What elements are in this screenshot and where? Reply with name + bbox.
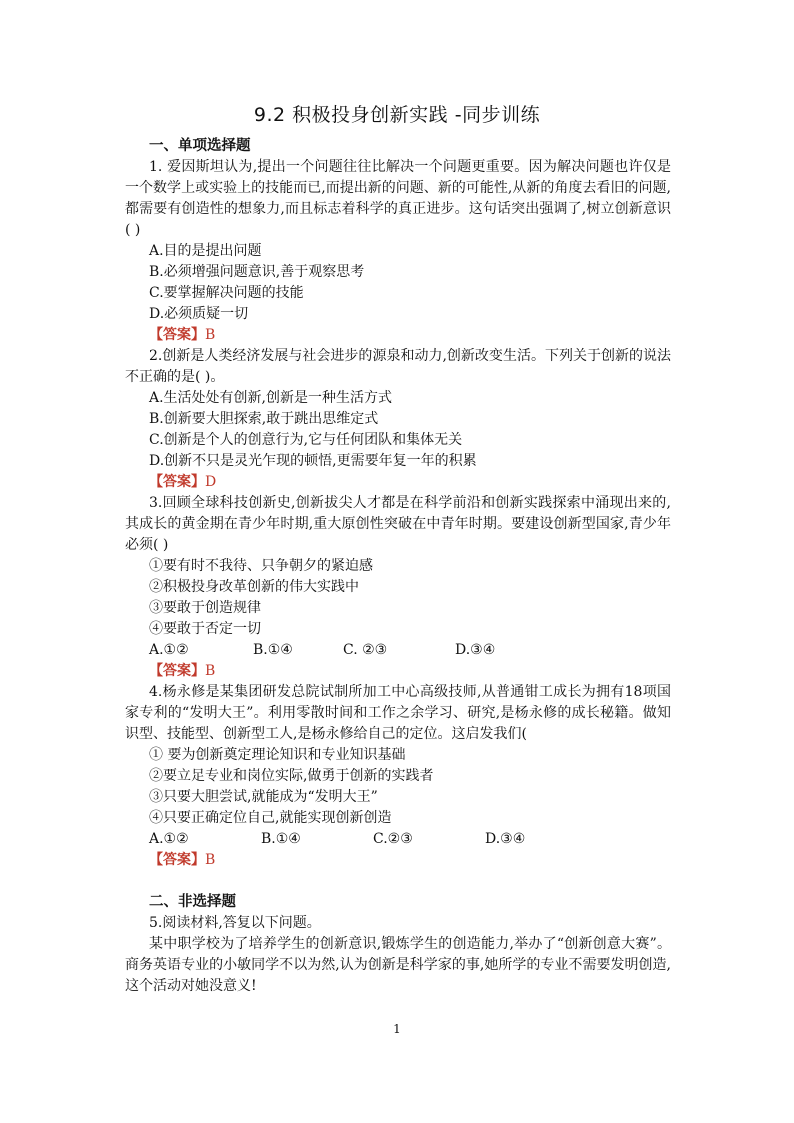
answer-label: 【答案】: [149, 852, 205, 868]
statement-2: ②积极投身改革创新的伟大实践中: [149, 579, 359, 595]
statement-3: ③只要大胆尝试,就能成为“发明大王”: [149, 789, 378, 805]
section-heading-non-choice: 二、非选择题: [149, 894, 236, 910]
option-a: A.生活处处有创新,创新是一种生活方式: [149, 390, 393, 406]
reading-material: 某中职学校为了培养学生的创新意识,锻炼学生的创造能力,举办了“创新创意大赛”。商务英语专业的小敏同学不以为然,认为创新是科学家的事,她所学的专业不需要发明创造,这个活动对她没意义!: [125, 936, 671, 994]
choice-row: [125, 640, 671, 661]
page-title: 9.2 积极投身创新实践 -同步训练: [253, 104, 541, 126]
option-a: A.目的是提出问题: [149, 243, 262, 259]
question-1: [125, 157, 671, 346]
answer-value: D: [205, 474, 217, 490]
question-stem: 3.回顾全球科技创新史,创新拔尖人才都是在科学前沿和创新实践探索中涌现出来的,其成长的黄金期在青少年时期,重大原创性突破在中青年时期。要建设创新型国家,青少年必须( ): [125, 495, 671, 553]
option-c: C.创新是个人的创意行为,它与任何团队和集体无关: [149, 432, 463, 448]
question-2: [125, 346, 671, 493]
choice-d: D.③④: [455, 642, 496, 658]
statement-4: ④只要正确定位自己,就能实现创新创造: [149, 810, 392, 826]
question-stem: 4.杨永修是某集团研发总院试制所加工中心高级技师,从普通钳工成长为拥有18项国家专利的“发明大王”。利用零散时间和工作之余学习、研究,是杨永修的成长秘籍。做知识型、技能型、创新型工人,是杨永修给自己的定位。这启发我们(: [125, 684, 671, 742]
section-heading-single-choice: 一、单项选择题: [149, 138, 251, 154]
answer-value: B: [205, 852, 216, 868]
choice-a: A.①②: [149, 831, 189, 847]
statement-1: ① 要为创新奠定理论知识和专业知识基础: [149, 747, 406, 763]
choice-c: C.②③: [373, 831, 413, 847]
choice-a: A.①②: [149, 642, 189, 658]
page-number: 1: [393, 1022, 401, 1036]
choice-row: [125, 829, 671, 850]
question-stem: 2.创新是人类经济发展与社会进步的源泉和动力,创新改变生活。下列关于创新的说法不正确的是( )。: [125, 348, 671, 385]
statement-1: ①要有时不我待、只争朝夕的紧迫感: [149, 558, 373, 574]
answer-line: [125, 472, 671, 493]
option-b: B.创新要大胆探索,敢于跳出思维定式: [149, 411, 379, 427]
answer-label: 【答案】: [149, 474, 205, 490]
answer-label: 【答案】: [149, 327, 205, 343]
document-body: [125, 136, 671, 997]
choice-b: B.①④: [253, 642, 293, 658]
option-d: D.创新不只是灵光乍现的顿悟,更需要年复一年的积累: [149, 453, 477, 469]
choice-c: C. ②③: [343, 642, 388, 658]
option-b: B.必须增强问题意识,善于观察思考: [149, 264, 365, 280]
answer-label: 【答案】: [149, 663, 205, 679]
question-5: [125, 913, 671, 997]
question-stem: 1. 爱因斯坦认为,提出一个问题往往比解决一个问题更重要。因为解决问题也许仅是一个数学上或实验上的技能而已,而提出新的问题、新的可能性,从新的角度去看旧的问题,都需要有创造性的想象力,而且标志着科学的真正进步。这句话突出强调了,树立创新意识( ): [125, 159, 671, 238]
answer-value: B: [205, 327, 216, 343]
statement-2: ②要立足专业和岗位实际,做勇于创新的实践者: [149, 768, 434, 784]
choice-d: D.③④: [485, 831, 526, 847]
answer-line: [125, 850, 671, 871]
answer-line: [125, 661, 671, 682]
option-d: D.必须质疑一切: [149, 306, 249, 322]
choice-b: B.①④: [261, 831, 301, 847]
question-4: [125, 682, 671, 871]
answer-line: [125, 325, 671, 346]
statement-4: ④要敢于否定一切: [149, 621, 261, 637]
statement-3: ③要敢于创造规律: [149, 600, 261, 616]
option-c: C.要掌握解决问题的技能: [149, 285, 304, 301]
answer-value: B: [205, 663, 216, 679]
question-3: [125, 493, 671, 682]
question-stem: 5.阅读材料,答复以下问题。: [149, 915, 321, 931]
